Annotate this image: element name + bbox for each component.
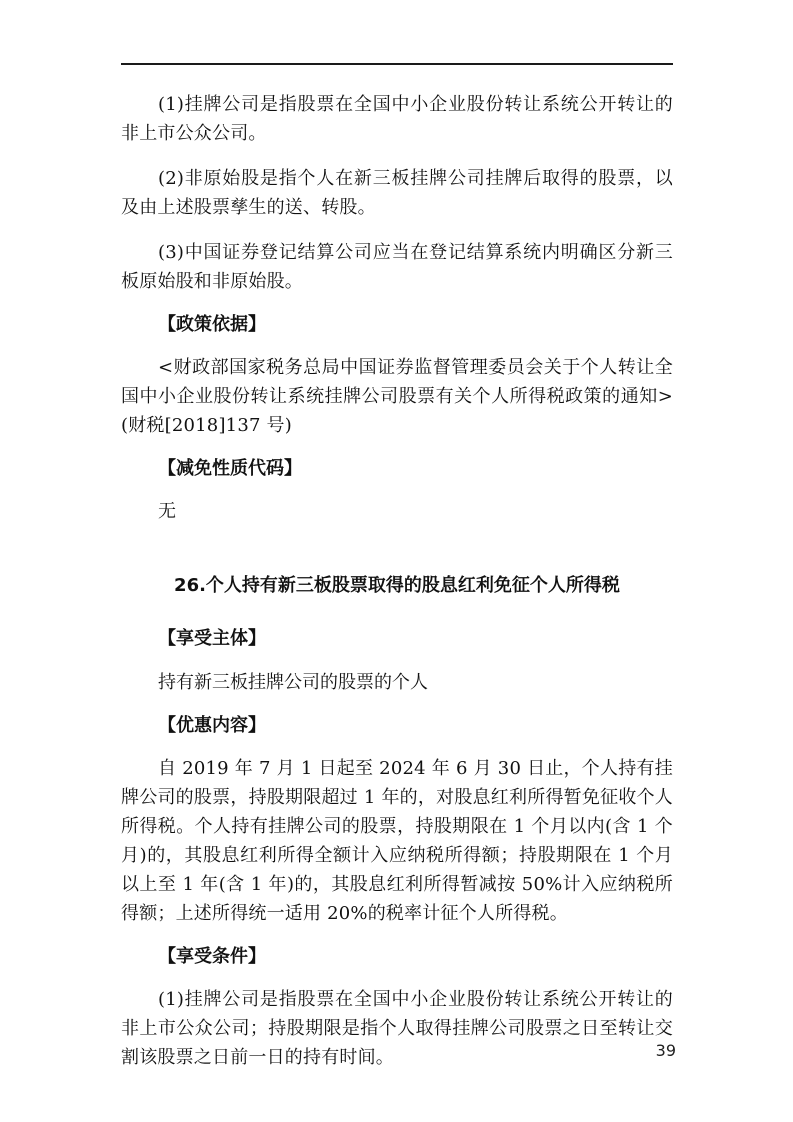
paragraph-eligible-subject: 持有新三板挂牌公司的股票的个人 (158, 672, 428, 693)
heading-eligible-subject: 【享受主体】 (158, 628, 266, 649)
heading-eligibility-conditions: 【享受条件】 (158, 946, 266, 967)
heading-reduction-code: 【减免性质代码】 (158, 458, 302, 479)
paragraph-registration-distinction: (3)中国证券登记结算公司应当在登记结算系统内明确区分新三板原始股和非原始股。 (121, 242, 673, 292)
paragraph-preferential-content: 自 2019 年 7 月 1 日起至 2024 年 6 月 30 日止，个人持有挂牌公司的股票，持股期限超过 1 年的，对股息红利所得暂免征收个人所得税。个人持有挂牌公司的股票，持股期限在 1 个月以内(含 1 个月)的，其股息红利所得全额计入应纳税所得额；持股期限在 1 个月以上至 1 年(含 1 年)的，其股息红利所得暂减按 50%计入应纳税所得额；上述所得统一适用 20%的税率计征个人所得税。 (121, 758, 673, 924)
paragraph-non-original-shares: (2)非原始股是指个人在新三板挂牌公司挂牌后取得的股票，以及由上述股票孳生的送、转股。 (121, 168, 673, 218)
page-body (121, 90, 673, 1072)
header-rule (121, 63, 673, 65)
section-title-26: 26.个人持有新三板股票取得的股息红利免征个人所得税 (174, 575, 620, 596)
paragraph-eligibility-conditions: (1)挂牌公司是指股票在全国中小企业股份转让系统公开转让的非上市公众公司；持股期限是指个人取得挂牌公司股票之日至转让交割该股票之日前一日的持有时间。 (121, 989, 673, 1068)
paragraph-policy-document: <财政部国家税务总局中国证券监督管理委员会关于个人转让全国中小企业股份转让系统挂牌公司股票有关个人所得税政策的通知>(财税[2018]137 号) (121, 357, 673, 436)
paragraph-reduction-code-value: 无 (158, 501, 176, 522)
paragraph-listed-company-definition: (1)挂牌公司是指股票在全国中小企业股份转让系统公开转让的非上市公众公司。 (121, 94, 673, 144)
heading-preferential-content: 【优惠内容】 (158, 715, 266, 736)
page-number: 39 (655, 1041, 676, 1060)
heading-policy-basis: 【政策依据】 (158, 314, 266, 335)
